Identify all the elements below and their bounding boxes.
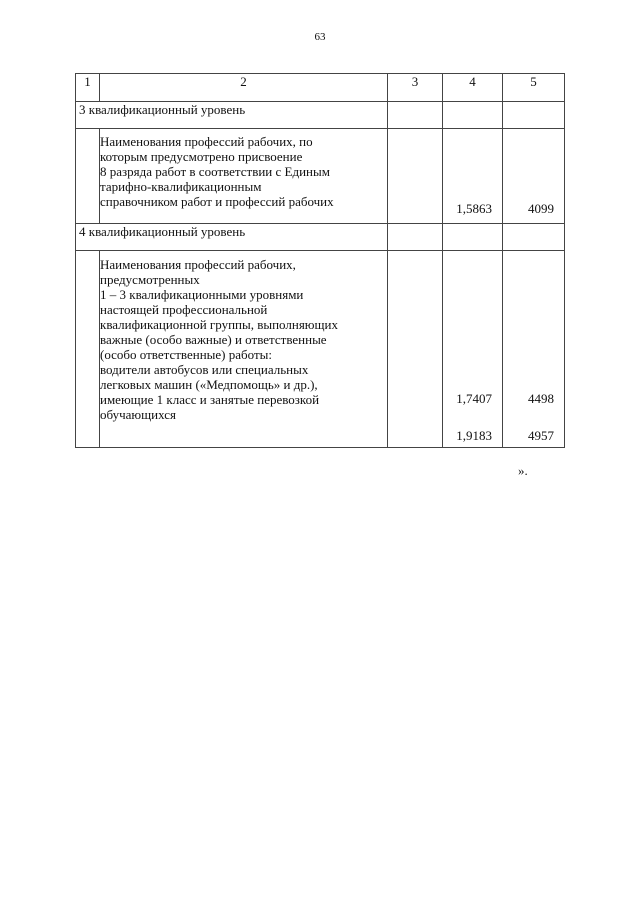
level3-salary-cell <box>503 129 565 224</box>
level4-description-line: имеющие 1 класс и занятые перевозкой <box>100 392 320 407</box>
level3-heading-row <box>76 102 565 129</box>
level4-title: 4 квалификационный уровень <box>76 224 388 251</box>
level3-description <box>100 129 388 224</box>
level4-description-line: (особо ответственные) работы: <box>100 347 272 362</box>
level3-salary: 4099 <box>528 201 554 216</box>
level4-description-line: настоящей профессиональной <box>100 302 268 317</box>
level3-heading-col5 <box>503 102 565 129</box>
level4-description-line: Наименования профессий рабочих, <box>100 257 296 272</box>
level4-description-line: 1 – 3 квалификационными уровнями <box>100 287 304 302</box>
column-header-4: 4 <box>443 74 503 102</box>
level4-coefficient-cell <box>443 251 503 448</box>
qualification-table <box>75 73 565 448</box>
table-header-row <box>76 74 565 102</box>
column-header-5: 5 <box>503 74 565 102</box>
level3-description-line: справочником работ и профессий рабочих <box>100 194 334 209</box>
level3-coefficient: 1,5863 <box>456 201 492 216</box>
column-header-1: 1 <box>76 74 100 102</box>
level3-description-line: 8 разряда работ в соответствии с Единым <box>100 164 330 179</box>
level3-description-line: тарифно-квалификационным <box>100 179 262 194</box>
level4-heading-row <box>76 224 565 251</box>
level4-salary-cell <box>503 251 565 448</box>
level4-description-line: легковых машин («Медпомощь» и др.), <box>100 377 318 392</box>
level3-data-row <box>76 129 565 224</box>
level3-col1 <box>76 129 100 224</box>
column-header-2: 2 <box>100 74 388 102</box>
level4-description-line: предусмотренных <box>100 272 200 287</box>
level4-salary-2: 4957 <box>528 428 554 443</box>
level3-title: 3 квалификационный уровень <box>76 102 388 129</box>
level4-coefficient-1: 1,7407 <box>456 391 492 406</box>
closing-quote-mark: ». <box>518 463 528 478</box>
level3-col3 <box>388 129 443 224</box>
level4-col3 <box>388 251 443 448</box>
level4-heading-col3 <box>388 224 443 251</box>
level4-description-line: водители автобусов или специальных <box>100 362 309 377</box>
level4-heading-col5 <box>503 224 565 251</box>
level4-coefficient-2: 1,9183 <box>456 428 492 443</box>
level4-description-line: обучающихся <box>100 407 176 422</box>
level4-data-row <box>76 251 565 448</box>
level4-description <box>100 251 388 448</box>
level4-description-line: квалификационной группы, выполняющих <box>100 317 338 332</box>
level3-coefficient-cell <box>443 129 503 224</box>
level4-heading-col4 <box>443 224 503 251</box>
level4-description-line: важные (особо важные) и ответственные <box>100 332 327 347</box>
level3-description-line: которым предусмотрено присвоение <box>100 149 303 164</box>
page-number: 63 <box>314 31 326 43</box>
column-header-3: 3 <box>388 74 443 102</box>
level3-heading-col3 <box>388 102 443 129</box>
level4-salary-1: 4498 <box>528 391 554 406</box>
level4-col1 <box>76 251 100 448</box>
level3-description-line: Наименования профессий рабочих, по <box>100 134 313 149</box>
level3-heading-col4 <box>443 102 503 129</box>
